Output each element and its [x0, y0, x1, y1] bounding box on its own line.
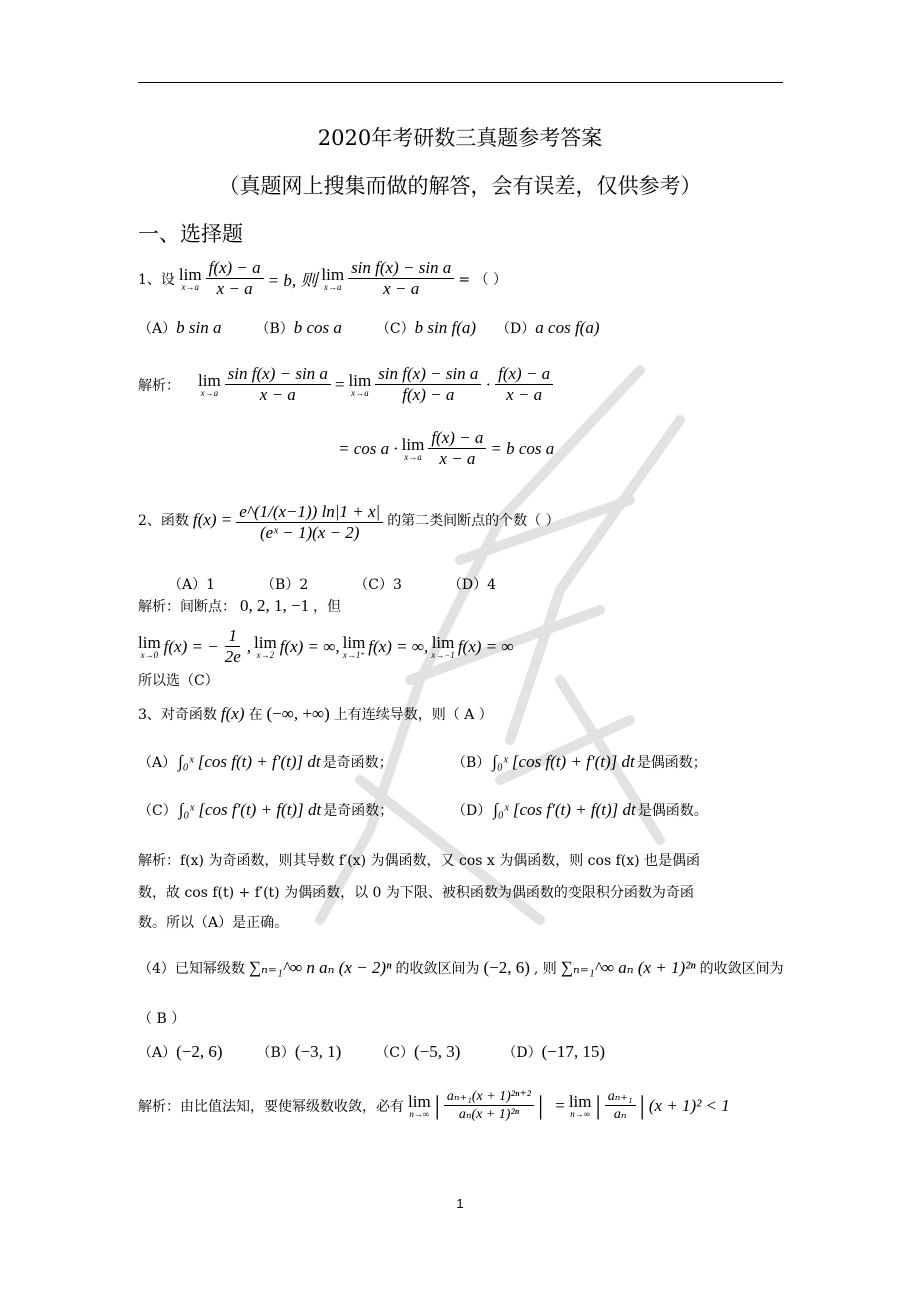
- q1-sol-frac-2: [375, 364, 481, 405]
- q2-lim-d: lim x→−1: [431, 632, 455, 660]
- q1-sol-frac-4-den: x − a: [439, 449, 476, 468]
- q4-sol-lim-1-sub: n→∞: [409, 1108, 430, 1119]
- q3-opt-d-integral: ∫₀ˣ [cos f′(t) + f(t)] dt: [493, 800, 636, 819]
- q2-comma: ,: [246, 636, 252, 656]
- q2-lim-a-expr: f(x) = −: [163, 636, 219, 656]
- q2-lim-c: lim x→1⁺: [342, 632, 366, 660]
- q3-opt-d-text: 是偶函数。: [637, 803, 708, 819]
- q2-opt-c: （C）3: [354, 577, 402, 593]
- q1-sol-lim-2-sub: x→a: [351, 387, 369, 398]
- q4-opt-d-label: （D）: [502, 1045, 542, 1061]
- section-heading: 一、选择题: [138, 222, 243, 246]
- q1-sol-frac-1: [225, 364, 331, 405]
- q2-frac-half: [222, 626, 244, 667]
- q4-opt-b-label: （B）: [256, 1045, 295, 1061]
- q4-stem-d: 的收敛区间为: [699, 961, 784, 977]
- q2-lim-a-sub: x→0: [140, 649, 159, 660]
- q2-frac: [236, 496, 383, 543]
- q2-lim-b-expr: f(x) = ∞,: [279, 636, 340, 656]
- q1-sol-lim-1: lim x→a: [198, 370, 221, 398]
- q1-opt-b-label: （B）: [255, 321, 294, 337]
- q4-answer: （ B ）: [138, 1011, 186, 1027]
- q4-options: [138, 1042, 605, 1062]
- q2-solution-line2: [138, 626, 514, 667]
- q4-sol-frac-2-den: aₙ: [613, 1107, 627, 1122]
- q1-sol-frac-3-num: f(x) − a: [495, 364, 553, 385]
- q1-sol-lim-3-sub: x→a: [404, 451, 422, 462]
- q4-sol-frac-2: [605, 1088, 636, 1123]
- q3-opt-a-label: （A）: [138, 755, 177, 771]
- q1-frac-1: [206, 258, 264, 299]
- q3-opt-b-integral: ∫₀ˣ [cos f(t) + f′(t)] dt: [492, 752, 635, 771]
- q3-opt-b-text: 是偶函数；: [636, 755, 707, 771]
- q2-opt-b: （B）2: [261, 577, 309, 593]
- q4-stem-a: （4）已知幂级数: [138, 961, 245, 977]
- q3-opt-c-label: （C）: [138, 803, 177, 819]
- q1-lim-1-sub: x→a: [181, 281, 199, 292]
- q4-stem: [138, 958, 784, 978]
- q2-solution-line1: [138, 596, 341, 616]
- q1-sol-frac-1-num: sin f(x) − sin a: [225, 364, 331, 385]
- q4-opt-d-expr: (−17, 15): [541, 1042, 606, 1061]
- q2-lim-a: lim x→0: [138, 632, 161, 660]
- q1-sol-label: 解析：: [138, 377, 180, 394]
- q4-sol-abs-close-1: |: [538, 1090, 544, 1120]
- q3-opt-c-text: 是奇函数；: [323, 803, 394, 819]
- q4-sol-frac-1-den: aₙ(x + 1)²ⁿ: [458, 1107, 520, 1122]
- q1-sol-eq-1: =: [334, 374, 345, 394]
- q1-frac-2: [348, 258, 454, 299]
- q1-opt-d-expr: a cos f(a): [535, 318, 600, 337]
- q2-sol1-end: ，但: [313, 599, 342, 615]
- q4-sol-frac-2-num: aₙ₊₁: [605, 1088, 636, 1106]
- q3-solution-line3: 数。所以（A）是正确。: [138, 915, 289, 931]
- q2-lim-c-expr: f(x) = ∞,: [368, 636, 429, 656]
- q1-lim-1: lim x→a: [178, 264, 202, 292]
- q4-sol-abs-open-2: |: [595, 1090, 601, 1120]
- doc-title: 2020年考研数三真题参考答案: [317, 126, 603, 150]
- q1-sol-lim-3: lim x→a: [401, 434, 425, 462]
- q1-opt-a-label: （A）: [138, 321, 177, 337]
- q4-stem-b: 的收敛区间为: [395, 961, 480, 977]
- q4-opt-b-expr: (−3, 1): [294, 1042, 342, 1061]
- q3-opt-a-integral: ∫₀ˣ [cos f(t) + f′(t)] dt: [178, 752, 321, 771]
- q3-opt-d-label: （D）: [452, 803, 492, 819]
- q3-stem: [138, 704, 493, 724]
- q4-sol-frac-1-num: aₙ₊₁(x + 1)²ⁿ⁺²: [444, 1088, 534, 1106]
- q4-stem-interval: (−2, 6): [483, 958, 530, 977]
- q1-sol-lim-2: lim x→a: [348, 370, 372, 398]
- q1-stem-mid: = b, 则: [267, 271, 318, 290]
- q4-sol-abs-close-2: |: [639, 1090, 645, 1120]
- q1-frac-2-den: x − a: [383, 279, 420, 298]
- q2-lim-d-sub: x→−1: [431, 649, 455, 660]
- q2-lim-d-expr: f(x) = ∞: [457, 636, 514, 656]
- q1-options: [138, 318, 600, 338]
- q1-sol-l2-pre: = cos a ·: [338, 438, 398, 458]
- q1-solution-line1: [138, 364, 553, 405]
- q1-sol-l2-post: = b cos a: [490, 438, 555, 458]
- q1-sol-frac-1-den: x − a: [259, 385, 296, 404]
- q4-sol-text: 解析：由比值法知，要使幂级数收敛，必有: [138, 1098, 404, 1115]
- q2-lim-b-sub: x→2: [256, 649, 275, 660]
- q4-opt-a-label: （A）: [138, 1045, 177, 1061]
- q1-opt-a-expr: b sin a: [176, 318, 222, 337]
- q2-answer: 所以选（C）: [138, 673, 219, 689]
- q4-sol-frac-1: [444, 1088, 534, 1123]
- q1-solution-line2: [338, 428, 554, 469]
- q3-option-c: [138, 800, 393, 820]
- q1-frac-1-den: x − a: [216, 279, 253, 298]
- q1-stem: [138, 258, 507, 299]
- q2-lim-b: lim x→2: [254, 632, 277, 660]
- q2-sol1: 解析：间断点：: [138, 599, 236, 615]
- q1-sol-frac-3: [495, 364, 553, 405]
- q1-frac-1-num: f(x) − a: [206, 258, 264, 279]
- q2-sol1-expr: 0, 2, 1, −1: [240, 596, 310, 615]
- q3-opt-a-text: 是奇函数；: [322, 755, 393, 771]
- q3-option-b: [452, 752, 707, 772]
- q2-frac-half-den: 2e: [224, 647, 241, 666]
- q1-sol-frac-2-den: f(x) − a: [402, 385, 455, 404]
- q1-stem-prefix: 1、设: [138, 271, 175, 288]
- q2-stem-prefix: 2、函数: [138, 512, 189, 529]
- q4-sol-abs-open-1: |: [434, 1090, 440, 1120]
- q4-sol-eq: =: [555, 1095, 565, 1115]
- q3-stem-interval: (−∞, +∞): [266, 704, 330, 723]
- q4-opt-c-label: （C）: [375, 1045, 414, 1061]
- q2-frac-den: (eˣ − 1)(x − 2): [259, 523, 360, 542]
- q4-sol-lim-2-sub: n→∞: [570, 1108, 591, 1119]
- q4-sol-lim-1: lim n→∞: [408, 1091, 431, 1119]
- q1-opt-c-expr: b sin f(a): [414, 318, 477, 337]
- page-number: 1: [456, 1196, 464, 1211]
- q1-sol-frac-3-den: x − a: [506, 385, 543, 404]
- q4-opt-a-expr: (−2, 6): [176, 1042, 223, 1061]
- q3-stem-b: 在: [248, 707, 263, 723]
- q4-sol-end: (x + 1)² < 1: [648, 1095, 730, 1115]
- q2-options: [168, 574, 496, 594]
- q3-opt-b-label: （B）: [452, 755, 491, 771]
- q3-stem-fx: f(x): [220, 704, 245, 723]
- q3-option-d: [452, 800, 708, 820]
- q4-sol-lim-2: lim n→∞: [568, 1091, 592, 1119]
- q2-frac-num: e^(1/(x−1)) ln|1 + x|: [236, 496, 383, 523]
- q1-stem-end: = （ ）: [458, 271, 507, 288]
- q2-opt-d: （D）4: [447, 577, 496, 593]
- q2-fx: f(x) =: [192, 509, 233, 529]
- q1-sol-frac-2-num: sin f(x) − sin a: [375, 364, 481, 385]
- q4-stem-sum2: ∑ₙ₌₁^∞ aₙ (x + 1)²ⁿ: [560, 958, 696, 977]
- q3-stem-c: 上有连续导数，则（ A ）: [333, 707, 493, 723]
- q1-frac-2-num: sin f(x) − sin a: [348, 258, 454, 279]
- q1-opt-d-label: （D）: [496, 321, 536, 337]
- q4-stem-sum1: ∑ₙ₌₁^∞ n aₙ (x − 2)ⁿ: [248, 958, 392, 977]
- q3-stem-a: 3、对奇函数: [138, 707, 217, 723]
- q1-sol-lim-1-sub: x→a: [200, 387, 219, 398]
- q3-option-a: [138, 752, 393, 772]
- q4-opt-c-expr: (−5, 3): [413, 1042, 461, 1061]
- q3-solution-line2: 数，故 cos f(t) + f′(t) 为偶函数，以 0 为下限、被积函数为偶函数的变限积分函数为奇函: [138, 885, 694, 901]
- q1-opt-c-label: （C）: [375, 321, 415, 337]
- q2-stem-suffix: 的第二类间断点的个数（ ）: [387, 512, 560, 529]
- q1-sol-frac-4-num: f(x) − a: [428, 428, 486, 449]
- q4-solution: [138, 1088, 730, 1123]
- q1-lim-2-sub: x→a: [323, 281, 342, 292]
- q3-opt-c-integral: ∫₀ˣ [cos f′(t) + f(t)] dt: [178, 800, 322, 819]
- doc-subtitle: （真题网上搜集而做的解答，会有误差，仅供参考）: [218, 174, 702, 198]
- q2-frac-half-num: 1: [225, 626, 240, 647]
- q2-opt-a: （A）1: [168, 577, 216, 593]
- q1-lim-2: lim x→a: [321, 264, 345, 292]
- q1-sol-dot: ·: [485, 374, 492, 394]
- q1-opt-b-expr: b cos a: [293, 318, 342, 337]
- q3-solution-line1: 解析：f(x) 为奇函数，则其导数 f′(x) 为偶函数，又 cos x 为偶函数，则 cos f(x) 也是偶函: [138, 853, 701, 869]
- header-rule: [138, 82, 783, 83]
- q4-stem-c: , 则: [533, 961, 557, 977]
- q2-lim-c-sub: x→1⁺: [342, 649, 366, 660]
- q2-stem: [138, 496, 560, 543]
- q1-sol-frac-4: [428, 428, 486, 469]
